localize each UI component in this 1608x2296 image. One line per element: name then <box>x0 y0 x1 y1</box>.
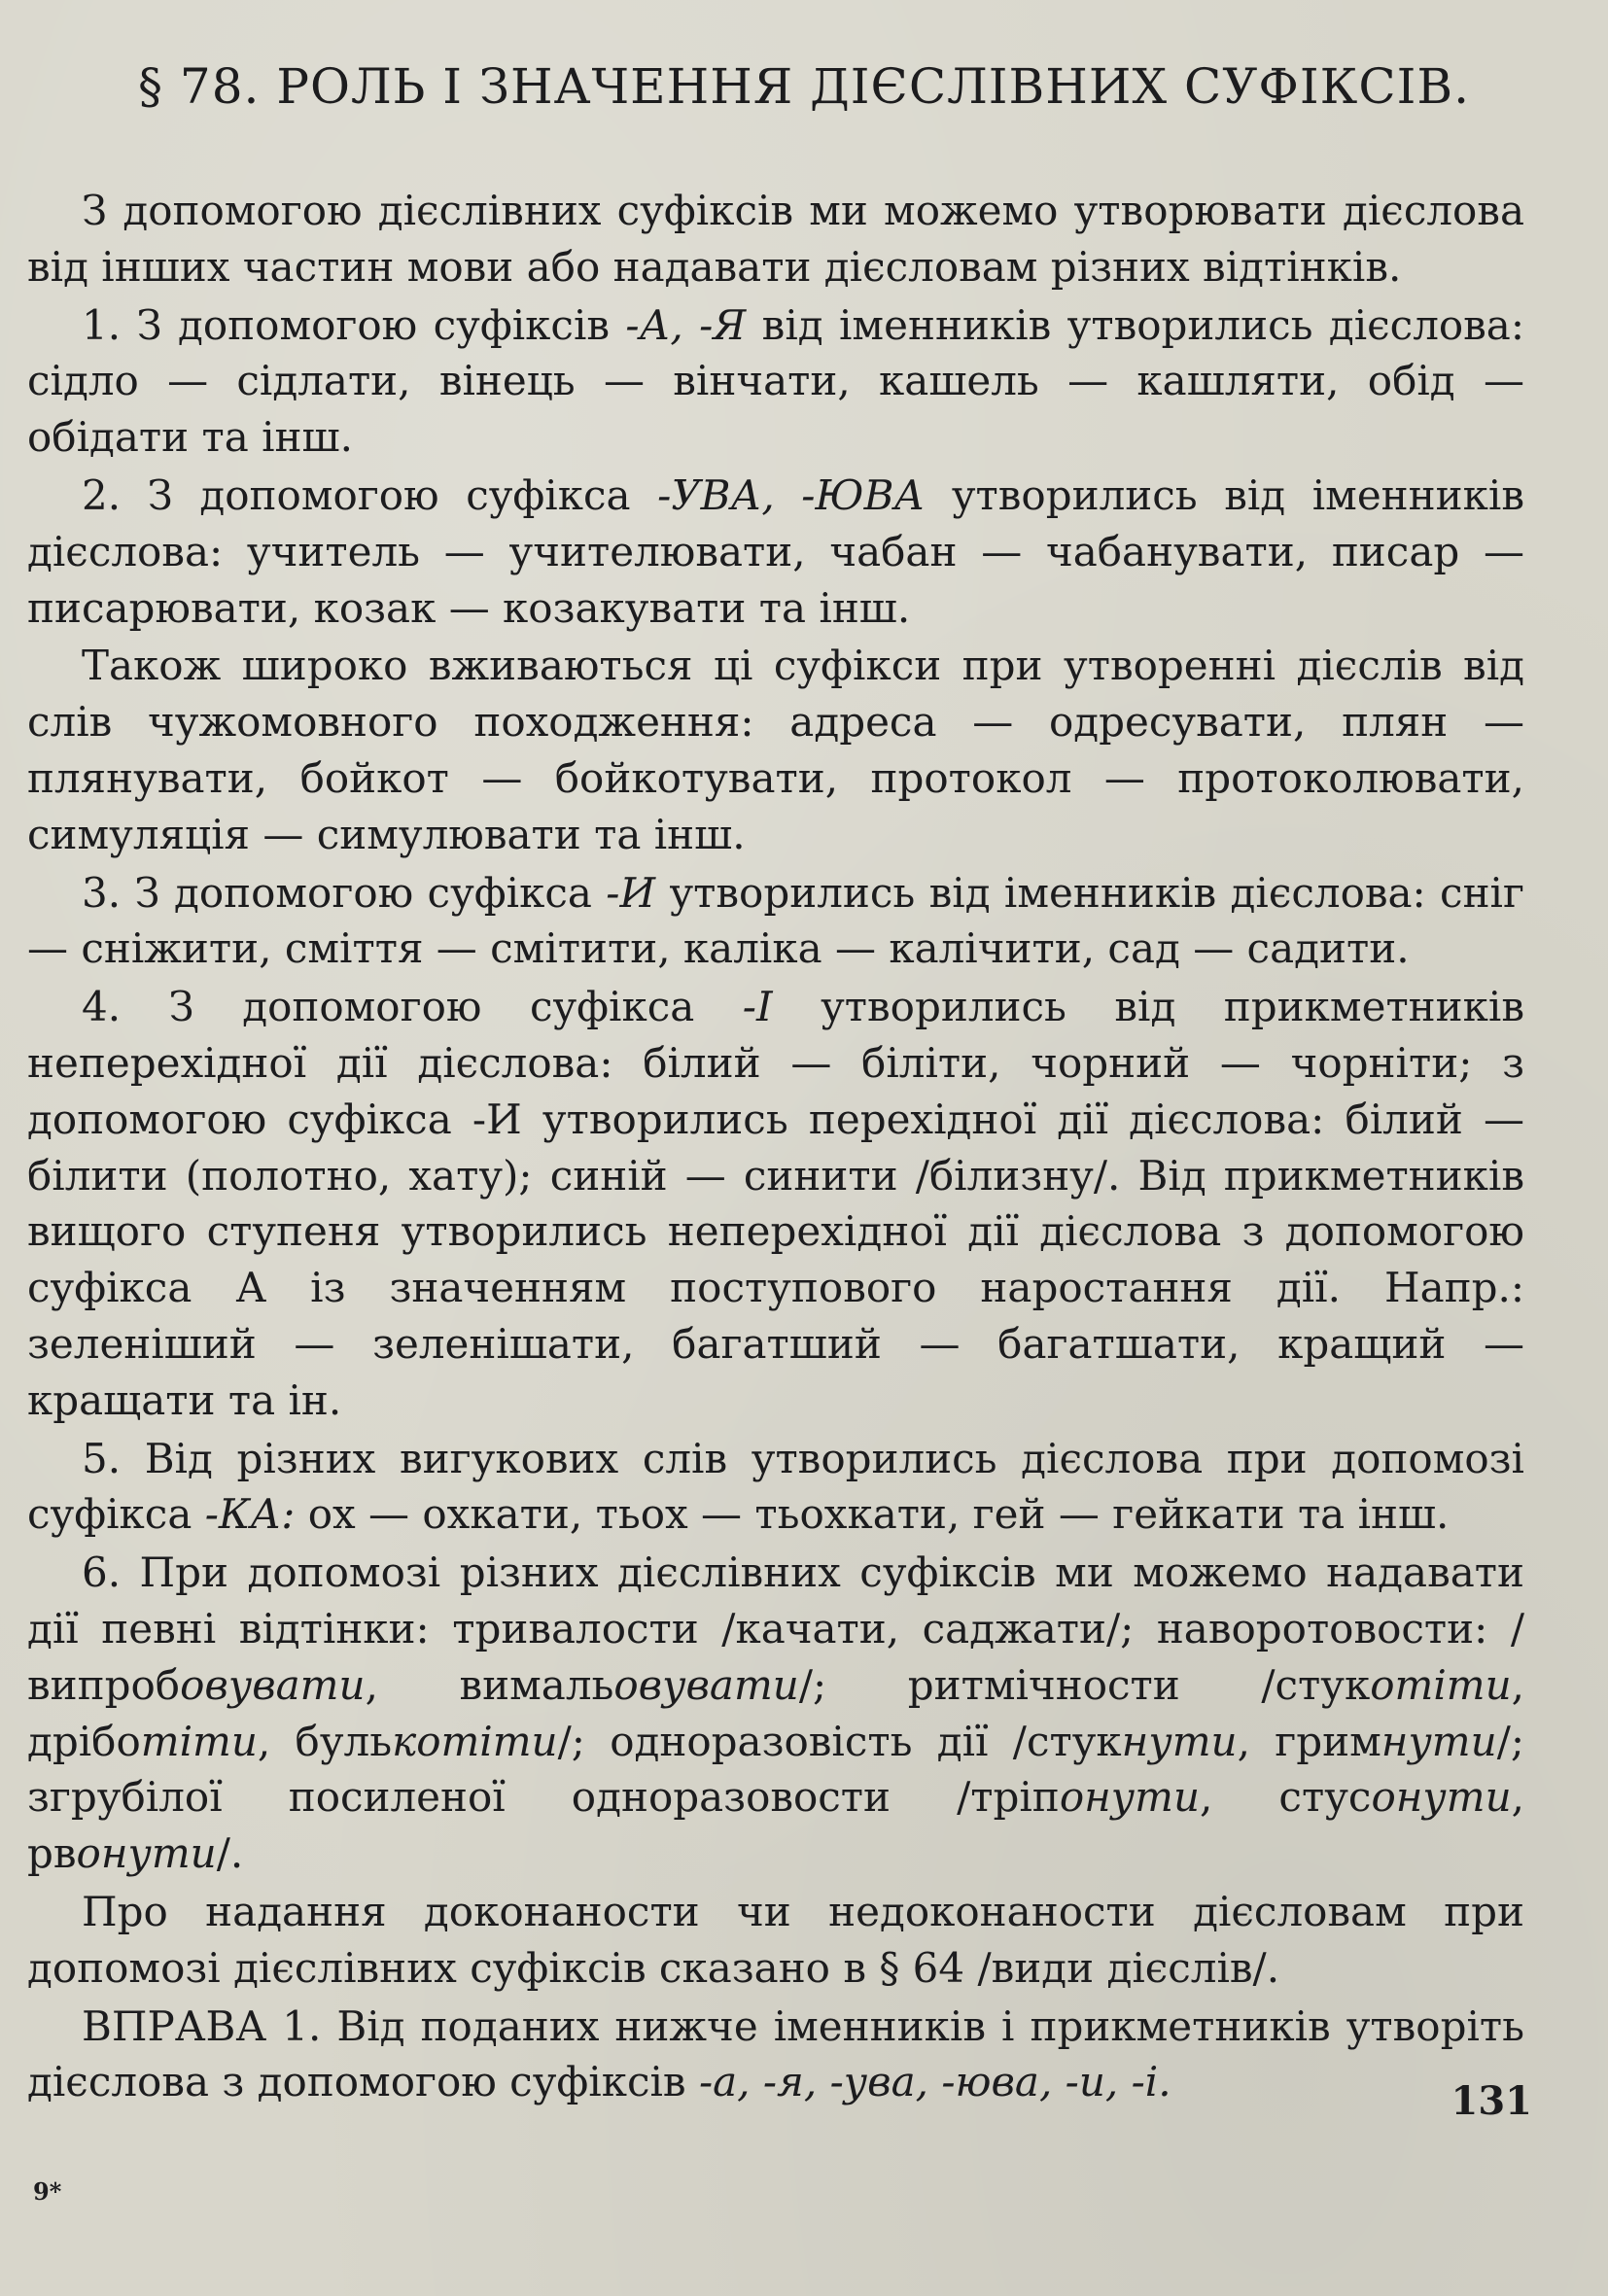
exercise-1-suffixes: -а, -я, -ува, -юва, -и, -і. <box>698 2058 1171 2106</box>
paragraph-2-foreign: Також широко вживаються ці суфікси при утворенні дієслів від слів чужомовного походження: адреса — одресувати, плян — плянувати, бойкот — бойкотувати, протокол — протоколювати, симуляція — симулювати та інш. <box>27 642 1524 858</box>
p6-suffix-8: онути <box>1059 1773 1201 1822</box>
p6-text-8: /; згрубілої посиленої одноразовости /тріп <box>27 1717 1524 1822</box>
p6-suffix-7: нути <box>1381 1717 1497 1765</box>
paragraph-4-suffix: -І <box>742 983 773 1031</box>
paragraph-3-lead: 3. З допомогою суфікса <box>82 868 607 917</box>
paragraph-4-lead: 4. З допомогою суфікса <box>82 983 743 1031</box>
paragraph-1-suffix: -А, -Я <box>625 300 747 349</box>
paragraph-3-suffix: -И <box>606 868 656 917</box>
p6-text-3: /; ритмічности /стук <box>798 1660 1371 1709</box>
paragraph-2-suffix: -УВА, -ЮВА <box>657 470 926 519</box>
paragraph-5-text: ох — охкати, тьох — тьохкати, гей — гейкати та інш. <box>295 1490 1450 1539</box>
paragraph-4-text: утворились від прикметників неперехідної дії дієслова: білий — біліти, чорний — чорніти; з допомогою суфікса -И утворились перехідної дії дієслова: білий — білити (полотно, хату); синій — синити /білизну/. Від прикметників вищого ступеня утворились неперехідної дії дієслова з допомогою суфікса А із значенням поступового наростання дії. Напр.: зеленіший — зеленішати, багатший — багатшати, кращий — кращати та ін. <box>27 983 1524 1424</box>
p6-suffix-5: котіти <box>392 1717 558 1765</box>
paragraph-5 <box>27 1431 1524 1544</box>
paragraph-5-suffix: -КА: <box>204 1490 296 1539</box>
p6-text-4: , дрібо <box>27 1660 1524 1765</box>
p6-suffix-2: овувати <box>613 1660 799 1709</box>
p6-text-1: 6. При допомозі різних дієслівних суфіксів ми можемо надавати дії певні відтінки: тривалости /качати, саджати/; наворотовости: /випроб <box>27 1548 1524 1709</box>
paragraph-4 <box>27 979 1524 1428</box>
p6-suffix-1: овувати <box>180 1660 366 1709</box>
p6-text-6: /; одноразовість дії /стук <box>557 1717 1122 1765</box>
intro-paragraph: З допомогою дієслівних суфіксів ми можемо утворювати дієслова від інших частин мови або надавати дієсловам різних відтінків. <box>27 187 1524 291</box>
paragraph-1-text: від іменників утворились дієслова: сідло — сідлати, вінець — вінчати, кашель — кашляти, обід — обідати та інш. <box>27 300 1524 462</box>
section-body <box>27 183 1524 2110</box>
paragraph-5-lead: 5. Від різних вигукових слів утворились дієслова при допомозі суфікса <box>27 1434 1524 1539</box>
section-title: § 78. РОЛЬ І ЗНАЧЕННЯ ДІЄСЛІВНИХ СУФІКСІВ. <box>138 58 1470 115</box>
paragraph-aspect-note: Про надання доконаности чи недоконаности дієсловам при допомозі дієслівних суфіксів сказано в § 64 /види дієслів/. <box>27 1887 1524 1992</box>
p6-text-11: /. <box>216 1829 244 1878</box>
p6-text-7: , грим <box>1237 1717 1381 1765</box>
p6-suffix-3: отіти <box>1370 1660 1512 1709</box>
paragraph-1 <box>27 297 1524 466</box>
exercise-1-text: ВПРАВА 1. Від поданих нижче іменників і прикметників утворіть дієслова з допомогою суфіксів <box>27 2001 1524 2106</box>
p6-text-5: , буль <box>257 1717 393 1765</box>
paragraph-6 <box>27 1545 1524 1882</box>
p6-text-2: , вималь <box>365 1660 614 1709</box>
paragraph-3-text: утворились від іменників дієслова: сніг — сніжити, сміття — смітити, каліка — калічити, сад — садити. <box>27 868 1524 973</box>
p6-text-10: , рв <box>27 1773 1524 1878</box>
p6-suffix-9: онути <box>1371 1773 1512 1822</box>
paragraph-1-lead: 1. З допомогою суфіксів <box>82 300 626 349</box>
exercise-1 <box>27 1999 1524 2111</box>
paragraph-2-lead: 2. З допомогою суфікса <box>82 470 658 519</box>
paragraph-2-text: утворились від іменників дієслова: учитель — учителювати, чабан — чабанувати, писар — писарювати, козак — козакувати та інш. <box>27 470 1524 632</box>
p6-suffix-4: тіти <box>140 1717 258 1765</box>
p6-text-9: , стус <box>1200 1773 1372 1822</box>
page-number: 131 <box>1451 2078 1532 2124</box>
paragraph-3 <box>27 865 1524 978</box>
signature-mark: 9* <box>33 2177 62 2206</box>
p6-suffix-10: онути <box>76 1829 217 1878</box>
p6-suffix-6: нути <box>1121 1717 1238 1765</box>
paragraph-2 <box>27 468 1524 636</box>
